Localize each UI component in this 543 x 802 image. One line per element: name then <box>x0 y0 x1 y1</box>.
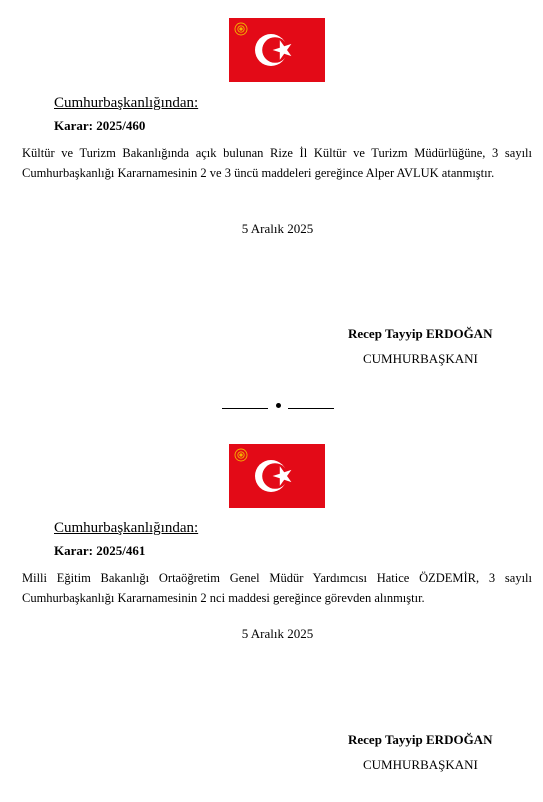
decision-heading: Cumhurbaşkanlığından: <box>54 520 199 536</box>
signer-name: Recep Tayyip ERDOĞAN <box>348 326 493 341</box>
signer-title: CUMHURBAŞKANI <box>363 351 478 366</box>
decision-date: 5 Aralık 2025 <box>241 626 314 641</box>
signer-name: Recep Tayyip ERDOĞAN <box>348 732 493 747</box>
divider-line-left <box>222 408 268 409</box>
turkish-flag-emblem <box>229 444 325 508</box>
decision-text: Milli Eğitim Bakanlığı Ortaöğretim Genel Müdür Yardımcısı Hatice ÖZDEMİR, 3 sayılı Cumhurbaşkanlığı Kararnamesinin 2 nci maddesi gereğince görevden alınmıştır. <box>22 571 532 605</box>
divider-dot-icon <box>276 403 281 408</box>
decision-text: Kültür ve Turizm Bakanlığında açık bulunan Rize İl Kültür ve Turizm Müdürlüğüne, 3 sayılı Cumhurbaşkanlığı Kararnamesinin 2 ve 3 üncü maddeleri gereğince Alper AVLUK atanmıştır. <box>22 146 532 180</box>
decision-date: 5 Aralık 2025 <box>241 221 314 236</box>
decision-heading: Cumhurbaşkanlığından: <box>54 95 199 111</box>
decision-number: Karar: 2025/461 <box>54 543 146 558</box>
flag-icon <box>229 18 325 82</box>
signer-title: CUMHURBAŞKANI <box>363 757 478 772</box>
divider-line-right <box>288 408 334 409</box>
flag-icon <box>229 444 325 508</box>
decision-number: Karar: 2025/460 <box>54 118 146 133</box>
turkish-flag-emblem <box>229 18 325 82</box>
section-divider <box>222 398 334 412</box>
